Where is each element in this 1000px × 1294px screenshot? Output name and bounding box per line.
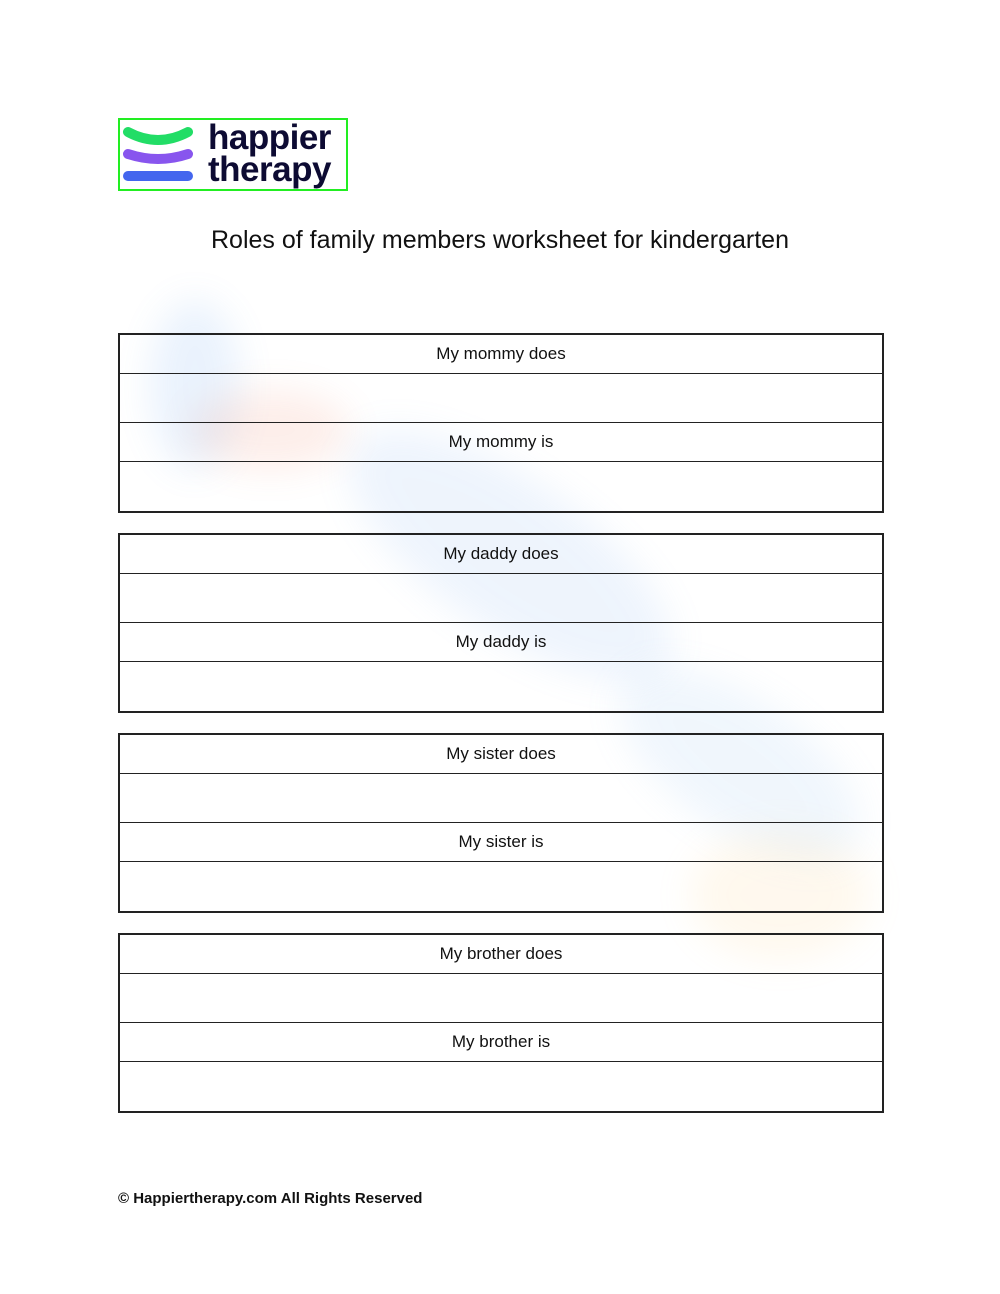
prompt-row: My sister does	[120, 735, 882, 774]
answer-row[interactable]	[120, 862, 882, 911]
answer-row[interactable]	[120, 774, 882, 823]
answer-row[interactable]	[120, 662, 882, 711]
answer-row[interactable]	[120, 374, 882, 423]
answer-row[interactable]	[120, 974, 882, 1023]
brother-table	[118, 933, 884, 1113]
page-title: Roles of family members worksheet for kindergarten	[210, 226, 789, 254]
mommy-table	[118, 333, 884, 513]
daddy-table	[118, 533, 884, 713]
prompt-row: My daddy does	[120, 535, 882, 574]
prompt-row: My daddy is	[120, 623, 882, 662]
prompt-row: My brother is	[120, 1023, 882, 1062]
answer-row[interactable]	[120, 1062, 882, 1111]
prompt-row: My mommy is	[120, 423, 882, 462]
logo-text-line2: therapy	[208, 150, 331, 189]
sister-table	[118, 733, 884, 913]
prompt-row: My sister is	[120, 823, 882, 862]
logo-stripes-icon	[122, 124, 198, 186]
prompt-row: My brother does	[120, 935, 882, 974]
happier-therapy-logo	[118, 118, 348, 191]
copyright-footer: © Happiertherapy.com All Rights Reserved	[118, 1190, 423, 1207]
answer-row[interactable]	[120, 462, 882, 511]
prompt-row: My mommy does	[120, 335, 882, 374]
logo-text-line1: happier	[208, 118, 331, 157]
answer-row[interactable]	[120, 574, 882, 623]
